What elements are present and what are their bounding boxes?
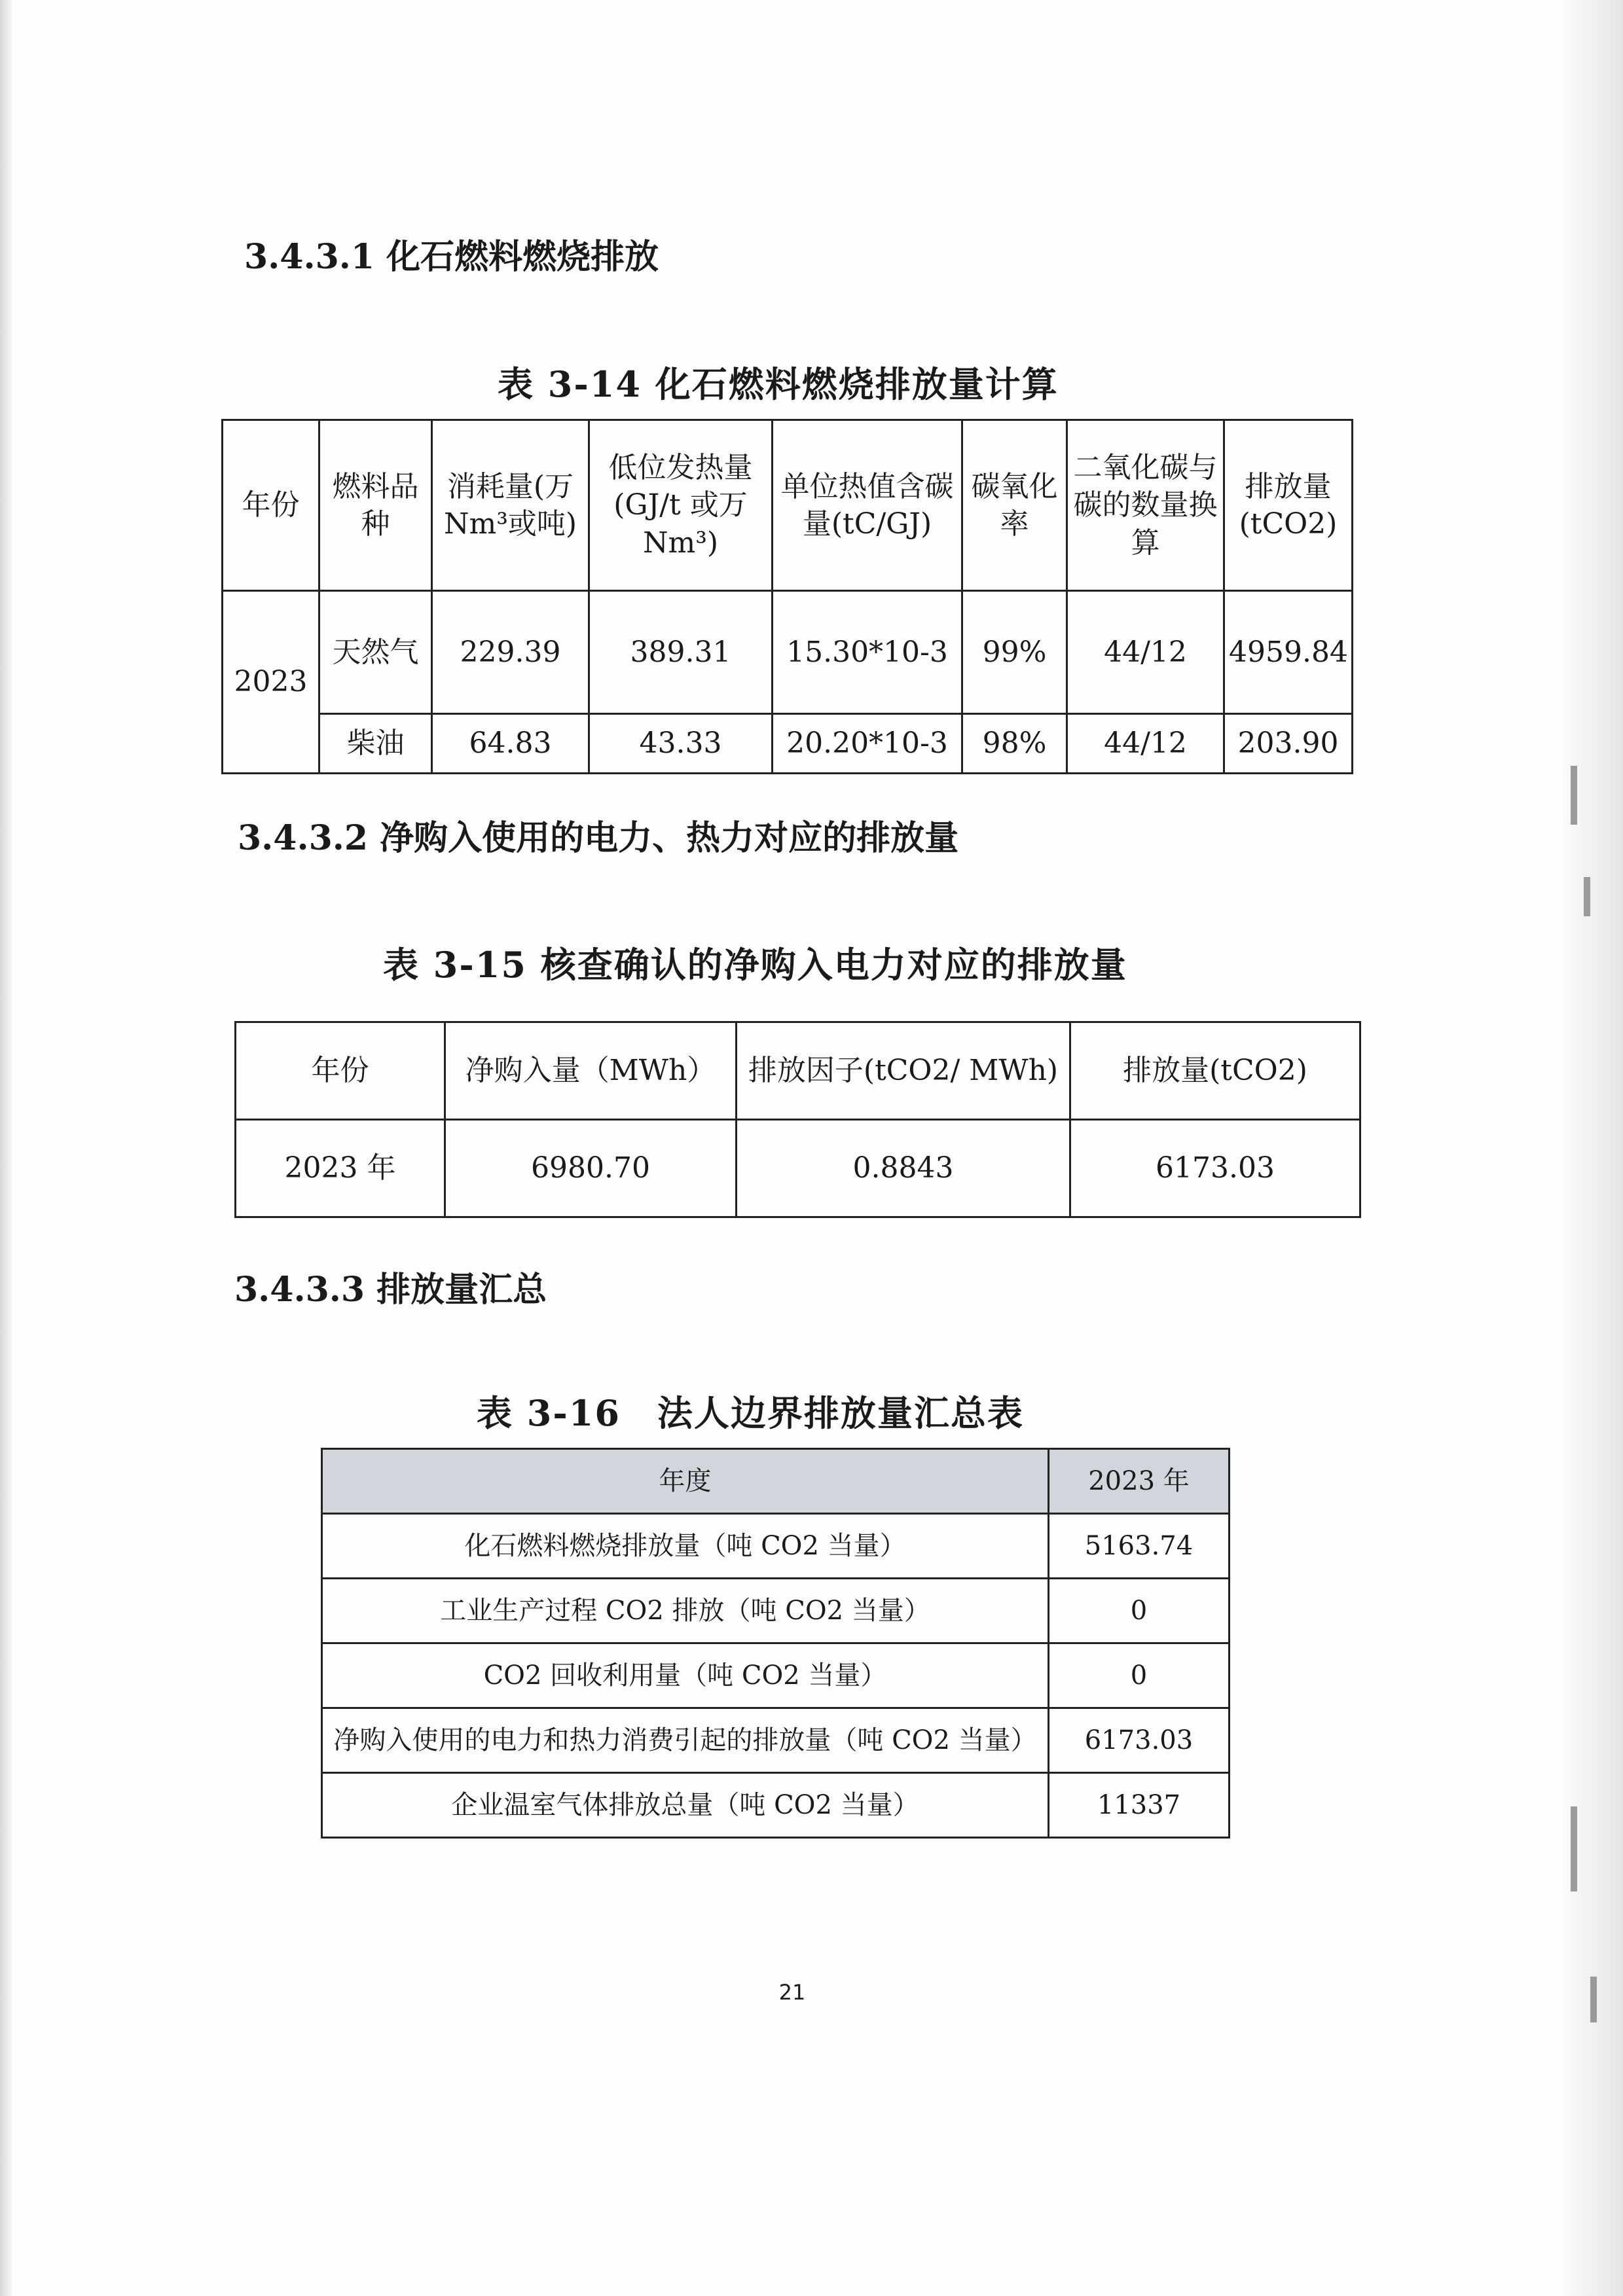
scan-left-edge [0,0,12,2296]
col-header-net-purchase: 净购入量（MWh） [445,1022,737,1120]
table-14-caption: 表 3-14 化石燃料燃烧排放量计算 [498,363,1059,405]
cell-item-label: 化石燃料燃烧排放量（吨 CO2 当量） [322,1514,1049,1579]
cell-item-value: 0 [1049,1643,1230,1708]
cell-item-value: 0 [1049,1579,1230,1643]
table-row [236,1120,1360,1217]
cell-net-purchase: 6980.70 [445,1120,737,1217]
table-row [223,591,1353,714]
col-header-consumption: 消耗量(万 Nm³或吨) [432,420,589,591]
table-row [322,1708,1230,1773]
cell-consumption: 64.83 [432,714,589,774]
col-header-year: 年份 [223,420,319,591]
cell-ncv: 43.33 [589,714,773,774]
table-row [322,1514,1230,1579]
col-header-year: 年份 [236,1022,445,1120]
table-row [322,1643,1230,1708]
cell-ncv: 389.31 [589,591,773,714]
col-header-ncv: 低位发热量(GJ/t 或万 Nm³) [589,420,773,591]
cell-consumption: 229.39 [432,591,589,714]
cell-oxidation-rate: 98% [962,714,1067,774]
table-16 [321,1448,1230,1839]
cell-oxidation-rate: 99% [962,591,1067,714]
table-row [322,1773,1230,1838]
col-header-emission-factor: 排放因子(tCO2/ MWh) [737,1022,1070,1120]
col-header-carbon-content: 单位热值含碳量(tC/GJ) [773,420,962,591]
col-header-item: 年度 [322,1449,1049,1514]
section-heading-3431: 3.4.3.1 化石燃料燃烧排放 [244,237,659,277]
col-header-emission: 排放量(tCO2) [1070,1022,1360,1120]
cell-item-label: 企业温室气体排放总量（吨 CO2 当量） [322,1773,1049,1838]
cell-carbon-content: 15.30*10-3 [773,591,962,714]
table-16-caption: 表 3-16 法人边界排放量汇总表 [477,1392,1024,1434]
cell-emission: 4959.84 [1224,591,1353,714]
cell-emission: 203.90 [1224,714,1353,774]
cell-item-label: CO2 回收利用量（吨 CO2 当量） [322,1643,1049,1708]
scan-right-edge [1564,0,1623,2296]
table-15-caption: 表 3-15 核查确认的净购入电力对应的排放量 [383,944,1127,986]
col-header-conversion: 二氧化碳与碳的数量换算 [1067,420,1224,591]
table-16-header-row [322,1449,1230,1514]
section-heading-3433: 3.4.3.3 排放量汇总 [234,1270,547,1310]
col-header-emission: 排放量(tCO2) [1224,420,1353,591]
cell-item-value: 11337 [1049,1773,1230,1838]
col-header-oxidation-rate: 碳氧化率 [962,420,1067,591]
cell-item-value: 6173.03 [1049,1708,1230,1773]
cell-item-label: 净购入使用的电力和热力消费引起的排放量（吨 CO2 当量） [322,1708,1049,1773]
table-row [322,1579,1230,1643]
cell-conversion: 44/12 [1067,714,1224,774]
col-header-year: 2023 年 [1049,1449,1230,1514]
cell-item-label: 工业生产过程 CO2 排放（吨 CO2 当量） [322,1579,1049,1643]
cell-carbon-content: 20.20*10-3 [773,714,962,774]
table-14-header-row [223,420,1353,591]
table-15 [234,1021,1361,1218]
cell-item-value: 5163.74 [1049,1514,1230,1579]
table-15-header-row [236,1022,1360,1120]
section-heading-3432: 3.4.3.2 净购入使用的电力、热力对应的排放量 [238,818,959,858]
cell-fuel: 天然气 [319,591,432,714]
page-number: 21 [778,1980,806,2005]
cell-fuel: 柴油 [319,714,432,774]
cell-conversion: 44/12 [1067,591,1224,714]
cell-emission-factor: 0.8843 [737,1120,1070,1217]
cell-emission: 6173.03 [1070,1120,1360,1217]
cell-year: 2023 年 [236,1120,445,1217]
col-header-fuel: 燃料品种 [319,420,432,591]
table-14 [221,419,1353,774]
table-row [223,714,1353,774]
cell-year: 2023 [223,591,319,774]
